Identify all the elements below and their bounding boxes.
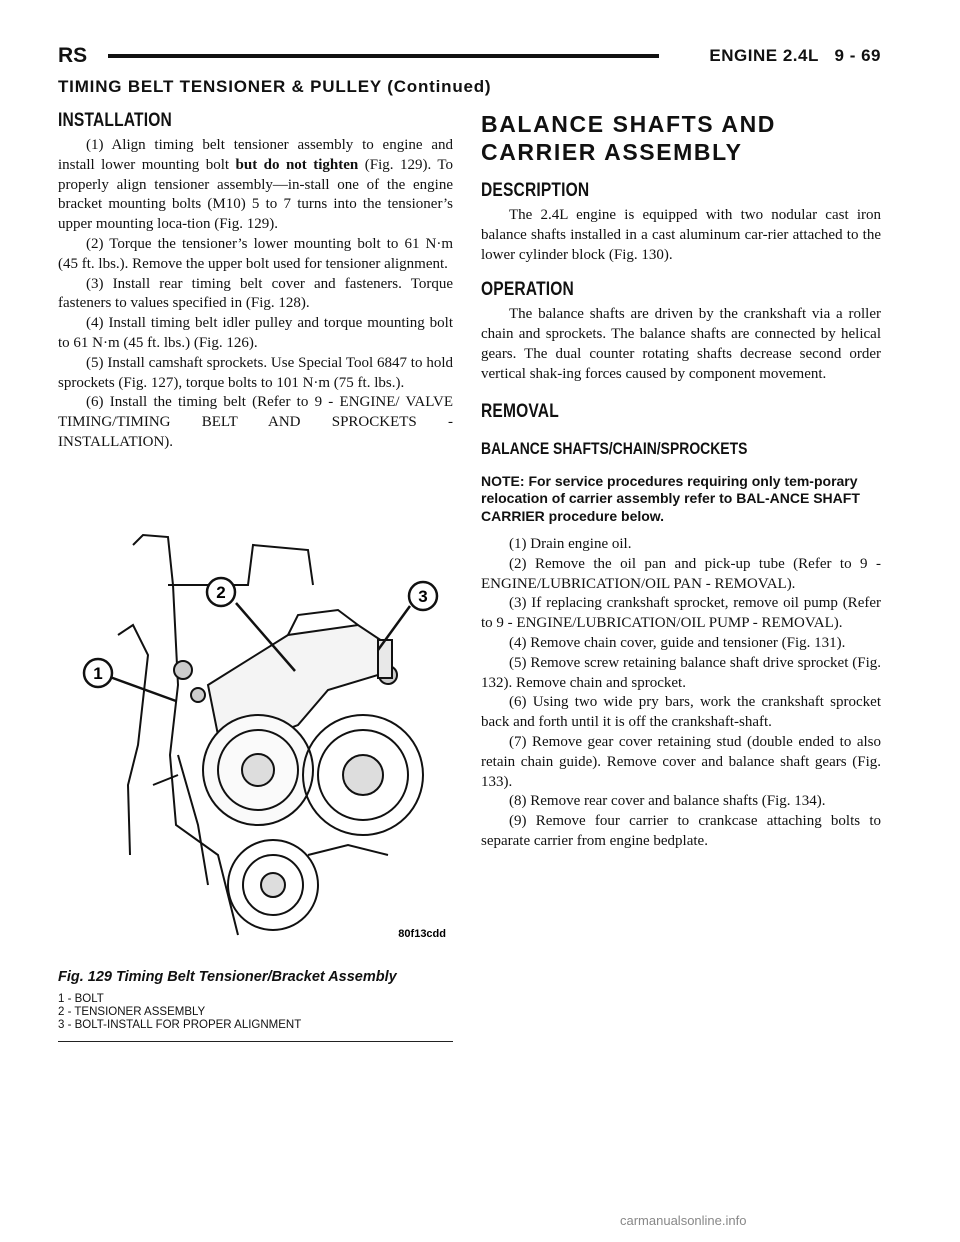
figure-code: 80f13cdd xyxy=(398,928,446,940)
removal-step-3: (3) If replacing crankshaft sprocket, remove oil pump (Refer to 9 - ENGINE/LUBRICATION/OIL PUMP - REMOVAL). xyxy=(481,595,881,632)
install-step-1: (1) Align timing belt tensioner assembly to engine and install lower mounting bolt but do not tighten (Fig. 129). To properly align tensioner assembly—in-stall one of the engine bracket mounting bolts (M10) 5 to 7 turns into the tensioner’s upper mounting loca-tion (Fig. 129). xyxy=(58,137,453,233)
header-section xyxy=(709,46,881,66)
figure-rule xyxy=(58,1041,453,1042)
removal-step-1: (1) Drain engine oil. xyxy=(509,536,632,553)
figure-legend xyxy=(58,993,453,1031)
operation-heading: OPERATION xyxy=(481,279,574,301)
callout-2: 2 xyxy=(216,583,226,602)
operation-text: The balance shafts are driven by the crankshaft via a roller chain and sprockets. The balance shafts are connected by helical gears. The dual counter rotating shafts decrease second order vertical shak-ing forces caused by component movement. xyxy=(481,306,881,382)
balance-shafts-heading: BALANCE SHAFTS AND CARRIER ASSEMBLY xyxy=(481,111,776,165)
description-heading: DESCRIPTION xyxy=(481,180,590,201)
section-title: TIMING BELT TENSIONER & PULLEY (Continued) xyxy=(58,77,492,96)
header-section-title: ENGINE 2.4L xyxy=(709,46,819,65)
installation-heading: INSTALLATION xyxy=(58,110,172,131)
removal-step-5: (5) Remove screw retaining balance shaft drive sprocket (Fig. 132). Remove chain and sprocket. xyxy=(481,654,881,691)
callout-3: 3 xyxy=(418,587,428,606)
description-text: The 2.4L engine is equipped with two nodular cast iron balance shafts installed in a cast aluminum car-rier attached to the lower cylinder block (Fig. 130). xyxy=(481,207,881,263)
left-column xyxy=(58,110,453,453)
removal-step-2: (2) Remove the oil pan and pick-up tube (Refer to 9 - ENGINE/LUBRICATION/OIL PAN - REMOVAL). xyxy=(481,555,881,592)
removal-step-6: (6) Using two wide pry bars, work the crankshaft sprocket back and forth until it is off the crankshaft-shaft. xyxy=(481,694,881,731)
install-step-2: (2) Torque the tensioner’s lower mounting bolt to 61 N·m (45 ft. lbs.). Remove the upper bolt used for tensioner alignment. xyxy=(58,235,453,272)
legend-item: 3 - BOLT-INSTALL FOR PROPER ALIGNMENT xyxy=(58,1018,302,1031)
removal-note: NOTE: For service procedures requiring only tem-porary relocation of carrier assembly refer to BAL-ANCE SHAFT CARRIER procedure below. xyxy=(481,472,860,524)
tensioner-bracket-illustration xyxy=(58,525,453,945)
removal-step-7: (7) Remove gear cover retaining stud (double ended to also retain chain guide). Remove cover and balance shaft gears (Fig. 133). xyxy=(481,734,881,790)
removal-step-8: (8) Remove rear cover and balance shafts (Fig. 134). xyxy=(509,793,826,810)
removal-subheading: BALANCE SHAFTS/CHAIN/SPROCKETS xyxy=(481,438,748,458)
removal-step-4: (4) Remove chain cover, guide and tensioner (Fig. 131). xyxy=(509,635,846,652)
figure-caption: Fig. 129 Timing Belt Tensioner/Bracket Assembly xyxy=(58,969,397,985)
header-model: RS xyxy=(58,44,88,67)
figure-129 xyxy=(58,525,453,945)
right-column xyxy=(481,110,881,852)
removal-heading: REMOVAL xyxy=(481,400,559,422)
install-step-4: (4) Install timing belt idler pulley and torque mounting bolt to 61 N·m (45 ft. lbs.) (Fig. 126). xyxy=(58,315,453,351)
legend-item: 2 - TENSIONER ASSEMBLY xyxy=(58,1005,206,1018)
watermark: carmanualsonline.info xyxy=(620,1213,747,1228)
callout-1: 1 xyxy=(93,664,103,683)
header-rule xyxy=(108,54,659,58)
page-number: 9 - 69 xyxy=(834,46,881,65)
removal-step-9: (9) Remove four carrier to crankcase attaching bolts to separate carrier from engine bedplate. xyxy=(481,813,881,850)
install-step-5: (5) Install camshaft sprockets. Use Special Tool 6847 to hold sprockets (Fig. 127), torque bolts to 101 N·m (75 ft. lbs.). xyxy=(58,354,453,391)
install-step-3: (3) Install rear timing belt cover and fasteners. Torque fasteners to values specified in (Fig. 128). xyxy=(58,275,453,312)
legend-item: 1 - BOLT xyxy=(58,993,104,1005)
install-step-6: (6) Install the timing belt (Refer to 9 - ENGINE/ VALVE TIMING/TIMING BELT AND SPROCKETS - INSTALLATION). xyxy=(58,394,453,450)
page-header xyxy=(58,44,881,66)
